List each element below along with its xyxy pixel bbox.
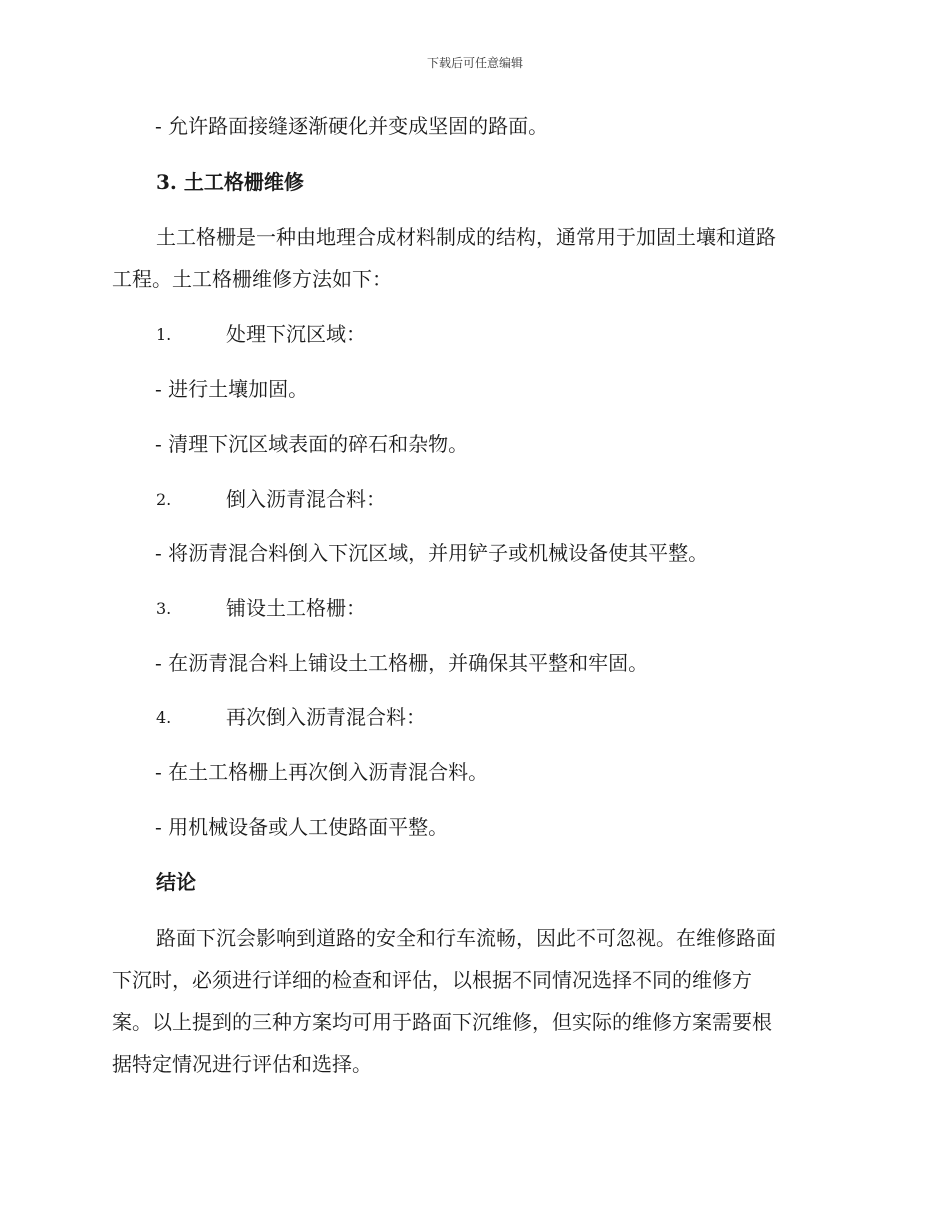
paragraph-line: 案。以上提到的三种方案均可用于路面下沉维修，但实际的维修方案需要根 [112, 1010, 772, 1034]
bullet-line: - 在沥青混合料上铺设土工格栅，并确保其平整和牢固。 [155, 651, 649, 675]
paragraph-line: 土工格栅是一种由地理合成材料制成的结构，通常用于加固土壤和道路 [156, 225, 776, 249]
bullet-line: - 允许路面接缝逐渐硬化并变成坚固的路面。 [155, 114, 549, 138]
page-header: 下载后可任意编辑 [426, 56, 523, 70]
paragraph-line: 据特定情况进行评估和选择。 [112, 1052, 372, 1076]
section-heading: 结论 [156, 870, 196, 894]
step-number: 3. [156, 599, 172, 618]
step-number: 2. [156, 490, 172, 509]
step-title: 再次倒入沥青混合料： [226, 705, 426, 729]
paragraph-line: 路面下沉会影响到道路的安全和行车流畅，因此不可忽视。在维修路面 [156, 926, 776, 950]
step-title: 处理下沉区域： [226, 322, 366, 346]
bullet-line: - 用机械设备或人工使路面平整。 [155, 815, 449, 839]
section-heading: 3. 土工格栅维修 [156, 170, 304, 194]
paragraph-line: 工程。土工格栅维修方法如下： [112, 267, 392, 291]
bullet-line: - 清理下沉区域表面的碎石和杂物。 [155, 432, 469, 456]
step-number: 4. [156, 708, 172, 727]
bullet-line: - 将沥青混合料倒入下沉区域，并用铲子或机械设备使其平整。 [155, 541, 709, 565]
bullet-line: - 进行土壤加固。 [155, 377, 309, 401]
step-title: 铺设土工格栅： [226, 596, 366, 620]
step-title: 倒入沥青混合料： [226, 487, 386, 511]
paragraph-line: 下沉时，必须进行详细的检查和评估，以根据不同情况选择不同的维修方 [112, 968, 752, 992]
step-number: 1. [156, 325, 172, 344]
bullet-line: - 在土工格栅上再次倒入沥青混合料。 [155, 760, 489, 784]
